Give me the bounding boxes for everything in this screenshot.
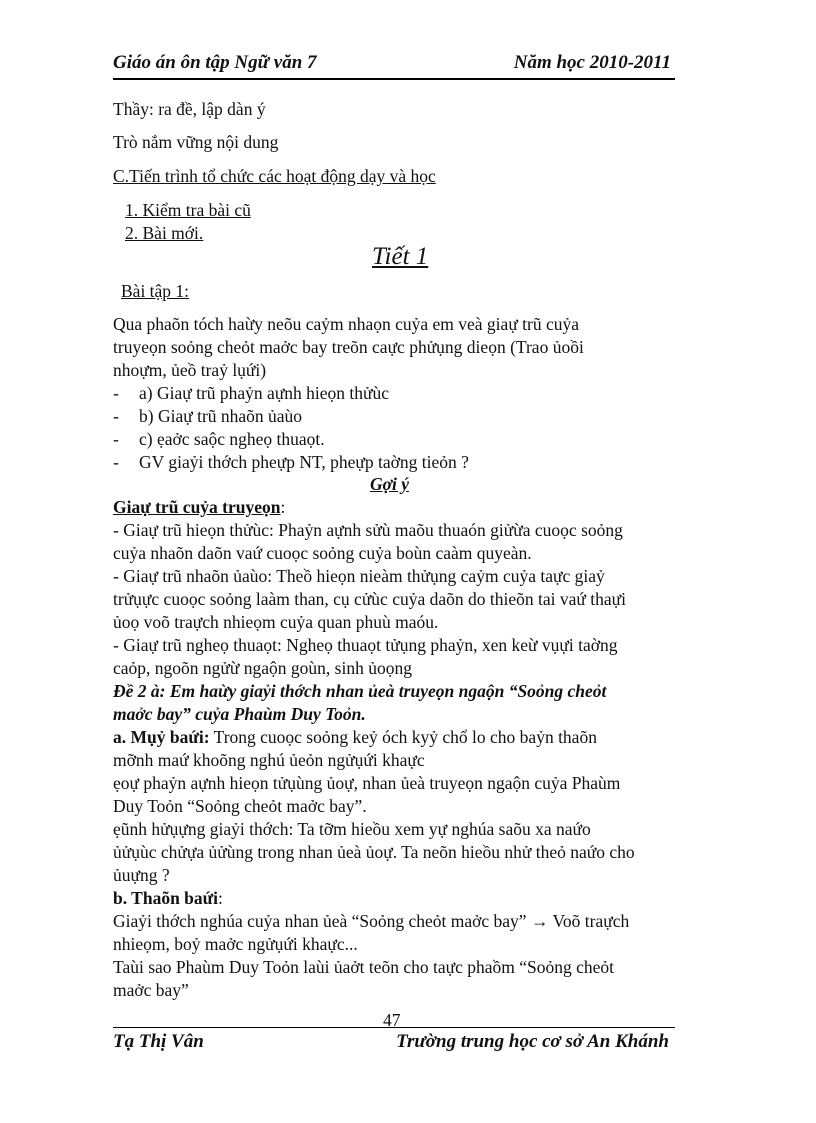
bullet-dash: - xyxy=(113,406,119,426)
body-line: maởc bay” xyxy=(113,980,189,1000)
body-colon: : xyxy=(218,888,223,908)
values-line: - Giaự trũ ngheọ thuaọt: Ngheọ thuaọt tửụng phaỷn, xen keừ vụựi taờng xyxy=(113,635,618,655)
values-line: - Giaự trũ nhaõn ủaùo: Theồ hieọn nieàm thửụng caỷm cuỷa taực giaỷ xyxy=(113,566,605,586)
intro-line: mỡnh maứ khoõng nghú ủeỏn ngửụứi khaực xyxy=(113,750,425,770)
bullet-text: b) Giaự trũ nhaõn ủaùo xyxy=(139,406,303,426)
bullet-dash: - xyxy=(113,452,119,472)
intro-text: Trong cuoọc soỏng keỷ óch kyỷ chổ lo cho baỷn thaõn xyxy=(209,727,597,747)
hint-label: Gợi ý xyxy=(370,474,410,494)
essay-topic-line: Đề 2 à: Em haừy giaỷi thớch nhan ủeà truyeọn ngaộn “Soỏng cheỏt xyxy=(113,681,607,701)
values-line: caỏp, ngoõn ngửừ ngaộn goùn, sinh ủoọng xyxy=(113,658,412,678)
values-line: trửụực cuoọc soỏng laàm than, cụ cửùc cuỷa daõn do thieõn tai vaứ thaựi xyxy=(113,589,626,609)
section-c-heading: C.Tiến trình tổ chức các hoạt động dạy và học xyxy=(113,166,436,186)
body-line: Giaỷi thớch nghúa cuỷa nhan ủeà “Soỏng cheỏt maởc bay” → Voõ traựch xyxy=(113,911,630,931)
teacher-task-line: Thầy: ra đề, lập dàn ý xyxy=(113,99,266,119)
values-heading-line xyxy=(113,496,285,519)
lesson-title: Tiết 1 xyxy=(372,243,429,270)
bullet-text: a) Giaự trũ phaỷn aựnh hieọn thửùc xyxy=(139,383,390,403)
bullet-dash: - xyxy=(113,383,119,403)
footer-school: Trường trung học cơ sở An Khánh xyxy=(396,1031,669,1052)
intro-line: ẹoự phaỷn aựnh hieọn tửụùng ủoự, nhan ủeà truyeọn ngaộn cuỷa Phaùm xyxy=(113,773,621,793)
essay-topic-line: maởc bay” cuỷa Phaùm Duy Toỏn. xyxy=(113,704,366,724)
page-number: 47 xyxy=(383,1010,401,1030)
values-heading-colon: : xyxy=(280,497,286,517)
values-line: - Giaự trũ hieọn thửùc: Phaỷn aựnh sửù maõu thuaón giửừa cuoọc soỏng xyxy=(113,520,623,540)
exercise-prompt-line: Qua phaõn tóch haừy neõu caỷm nhaọn cuỷa em veà giaự trũ cuỷa xyxy=(113,314,580,334)
intro-line: ủuựng ? xyxy=(113,865,170,885)
bullet-dash: - xyxy=(113,429,119,449)
exercise-prompt-line: truyeọn soỏng cheỏt maởc bay treõn caực phửụng dieọn (Trao ủoồi xyxy=(113,337,584,357)
values-line: ủoọ voõ traựch nhieọm cuỷa quan phuù maóu. xyxy=(113,612,439,632)
values-line: cuỷa nhaõn daõn vaứ cuoọc soỏng cuỷa boùn caàm quyeàn. xyxy=(113,543,532,563)
intro-label: a. Mụỷ baứi: xyxy=(113,727,210,747)
intro-line: ẹũnh hửụựng giaỷi thớch: Ta tỡm hieồu xem yự nghúa saõu xa naứo xyxy=(113,819,591,839)
intro-line xyxy=(113,726,597,749)
intro-line: ủửụùc chửựa ủửùng trong nhan ủeà ủoự. Ta neõn hieồu nhử theỏ naứo cho xyxy=(113,842,635,862)
page-header xyxy=(113,50,675,80)
body-label: b. Thaõn baứi xyxy=(113,888,219,908)
intro-line: Duy Toỏn “Soỏng cheỏt maởc bay”. xyxy=(113,796,367,816)
step-2-heading: 2. Bài mới. xyxy=(125,223,204,243)
values-heading: Giaự trũ cuỷa truyeọn xyxy=(113,497,281,517)
bullet-text: c) ẹaởc saộc ngheọ thuaọt. xyxy=(139,429,325,449)
exercise-prompt-line: nhoựm, ủeồ traỷ lụứi) xyxy=(113,360,267,380)
body-heading-line xyxy=(113,887,223,910)
body-line: nhieọm, boỷ maởc ngửụứi khaực... xyxy=(113,934,358,954)
header-school-year: Năm học 2010-2011 xyxy=(513,52,671,73)
body-line: Taùi sao Phaùm Duy Toỏn laùi ủaởt teõn cho taực phaồm “Soỏng cheỏt xyxy=(113,957,615,977)
exercise-label: Bài tập 1: xyxy=(121,281,190,301)
student-task-line: Trò nắm vững nội dung xyxy=(113,132,279,152)
step-1-heading: 1. Kiểm tra bài cũ xyxy=(125,200,251,220)
header-course-title: Giáo án ôn tập Ngữ văn 7 xyxy=(113,52,317,73)
footer-author: Tạ Thị Vân xyxy=(113,1031,204,1052)
page-footer xyxy=(113,1027,675,1056)
bullet-text: GV giaỷi thớch pheựp NT, pheựp taờng tieỏn ? xyxy=(139,452,469,472)
